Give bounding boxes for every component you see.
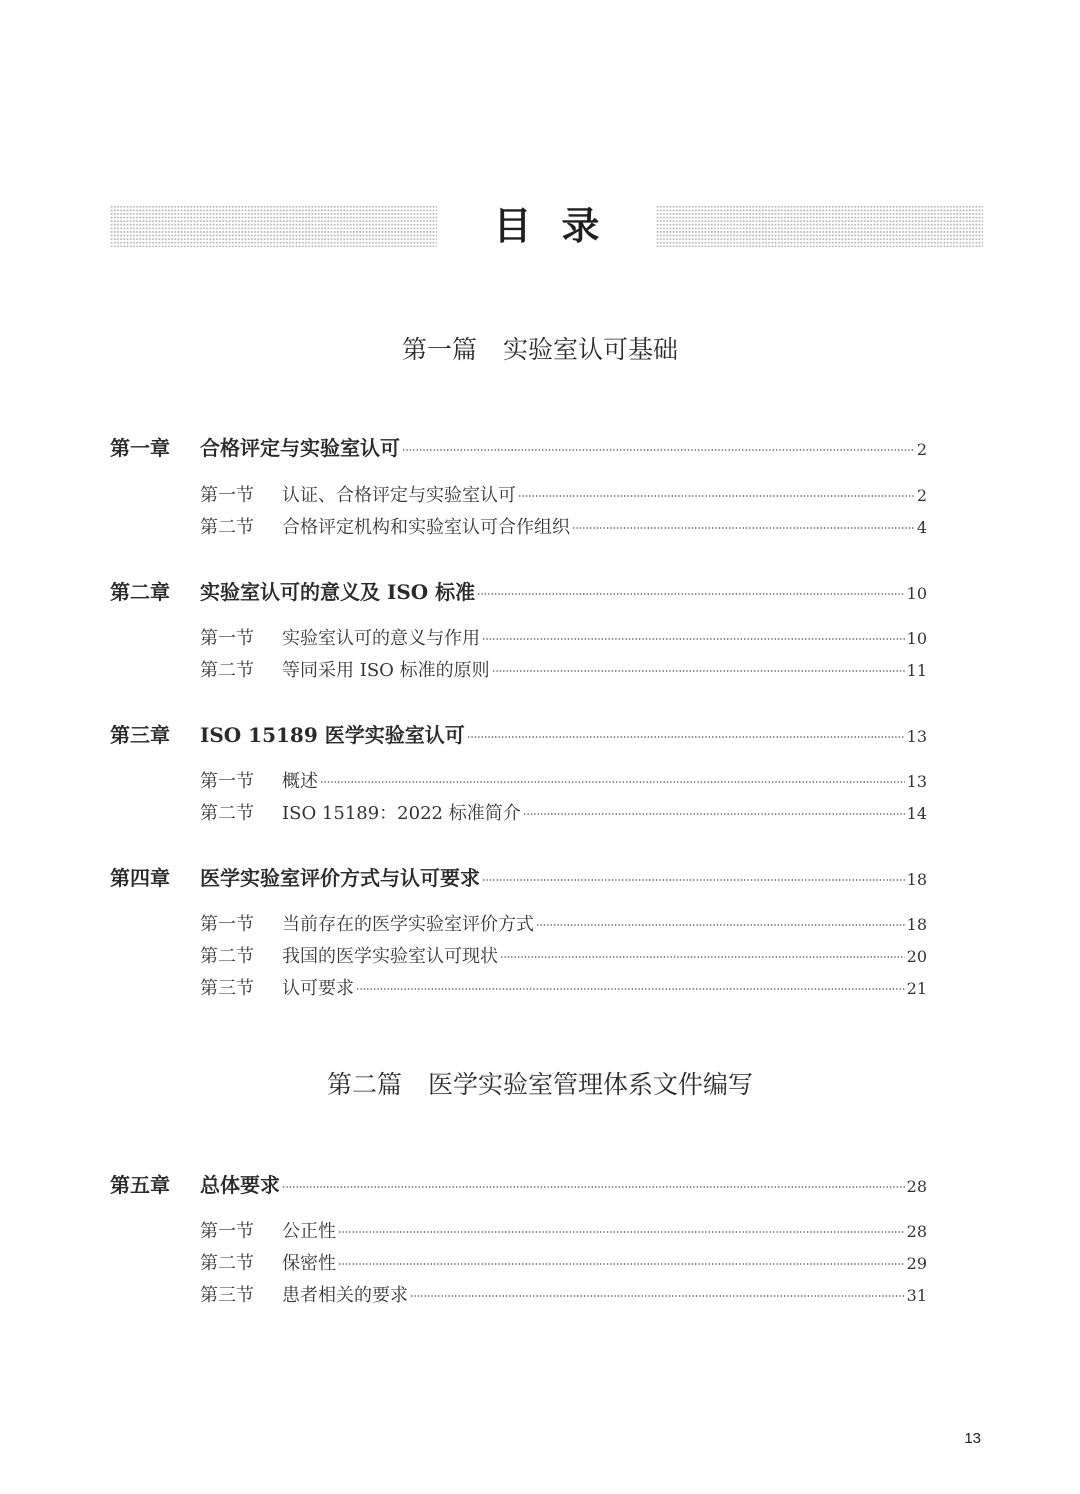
section-page: 31 (906, 1286, 927, 1305)
dot-leader (356, 988, 905, 990)
dot-leader (482, 638, 905, 640)
section-page: 10 (906, 629, 927, 648)
dot-leader (467, 736, 905, 738)
part-name: 实验室认可基础 (503, 335, 679, 364)
toc-title-band (110, 200, 983, 252)
toc-section-entry[interactable] (200, 624, 927, 650)
chapter-page: 13 (906, 727, 927, 746)
section-number: 第二节 (200, 660, 254, 681)
section-page: 2 (916, 486, 927, 505)
toc-section-entry[interactable] (200, 910, 927, 936)
section-page: 13 (906, 772, 927, 791)
section-page: 29 (906, 1254, 927, 1273)
dot-leader (282, 1186, 905, 1188)
toc-chapter-entry[interactable] (110, 576, 927, 605)
toc-section-entry[interactable] (200, 942, 927, 968)
section-page: 28 (906, 1222, 927, 1241)
section-page: 4 (916, 518, 927, 537)
toc-chapter-entry[interactable] (110, 1169, 927, 1198)
toc-section-entry[interactable] (200, 974, 927, 1000)
toc-section-entry[interactable] (200, 799, 927, 825)
section-number: 第二节 (200, 803, 254, 824)
toc-section-entry[interactable] (200, 1217, 927, 1243)
section-number: 第一节 (200, 485, 254, 506)
part-label: 第一篇 (401, 335, 477, 364)
dot-leader (338, 1231, 905, 1233)
part-name: 医学实验室管理体系文件编写 (428, 1070, 754, 1099)
chapter-page: 2 (916, 440, 927, 459)
dot-leader (410, 1295, 905, 1297)
toc-section-entry[interactable] (200, 656, 927, 682)
toc-chapter-entry[interactable] (110, 432, 927, 461)
chapter-title: 医学实验室评价方式与认可要求 (200, 866, 480, 890)
section-number: 第三节 (200, 978, 254, 999)
section-page: 20 (906, 947, 927, 966)
section-title: 公正性 (282, 1221, 336, 1242)
chapter-title: 合格评定与实验室认可 (200, 436, 400, 460)
section-title: ISO 15189：2022 标准简介 (282, 803, 521, 824)
toc-section-entry[interactable] (200, 513, 927, 539)
page-number: 13 (964, 1430, 981, 1447)
chapter-title: ISO 15189 医学实验室认可 (200, 723, 465, 747)
section-number: 第二节 (200, 946, 254, 967)
section-title: 实验室认可的意义与作用 (282, 628, 480, 649)
section-title: 认可要求 (282, 978, 354, 999)
section-title: 等同采用 ISO 标准的原则 (282, 660, 490, 681)
chapter-page: 28 (906, 1177, 927, 1196)
part-label: 第二篇 (326, 1070, 402, 1099)
dot-leader (492, 670, 905, 672)
section-title: 患者相关的要求 (282, 1285, 408, 1306)
toc-section-entry[interactable] (200, 767, 927, 793)
section-page: 21 (906, 979, 927, 998)
dot-leader (572, 527, 915, 529)
toc-section-entry[interactable] (200, 481, 927, 507)
dot-leader (500, 956, 905, 958)
section-title: 认证、合格评定与实验室认可 (282, 485, 516, 506)
section-number: 第二节 (200, 517, 254, 538)
part-heading (0, 1068, 1080, 1102)
section-page: 14 (906, 804, 927, 823)
dot-leader (338, 1263, 905, 1265)
dot-leader (320, 781, 905, 783)
dot-leader (536, 924, 905, 926)
chapter-number: 第四章 (110, 866, 170, 890)
section-page: 11 (906, 661, 927, 680)
section-number: 第二节 (200, 1253, 254, 1274)
section-number: 第一节 (200, 1221, 254, 1242)
toc-title: 目录 (493, 203, 630, 248)
section-title: 我国的医学实验室认可现状 (282, 946, 498, 967)
chapter-number: 第三章 (110, 723, 170, 747)
section-title: 合格评定机构和实验室认可合作组织 (282, 517, 570, 538)
chapter-title: 总体要求 (200, 1173, 280, 1197)
dot-leader (402, 449, 915, 451)
section-title: 概述 (282, 771, 318, 792)
section-number: 第一节 (200, 628, 254, 649)
dot-leader (482, 879, 905, 881)
toc-chapter-entry[interactable] (110, 719, 927, 748)
chapter-page: 10 (906, 584, 927, 603)
section-page: 18 (906, 915, 927, 934)
dot-leader (518, 495, 915, 497)
section-number: 第三节 (200, 1285, 254, 1306)
toc-section-entry[interactable] (200, 1249, 927, 1275)
chapter-number: 第五章 (110, 1173, 170, 1197)
chapter-page: 18 (906, 870, 927, 889)
chapter-number: 第一章 (110, 436, 170, 460)
dot-leader (477, 593, 904, 595)
chapter-title: 实验室认可的意义及 ISO 标准 (200, 580, 476, 604)
chapter-number: 第二章 (110, 580, 170, 604)
dot-leader (523, 813, 905, 815)
part-heading (0, 333, 1080, 367)
section-number: 第一节 (200, 914, 254, 935)
toc-chapter-entry[interactable] (110, 862, 927, 891)
toc-section-entry[interactable] (200, 1281, 927, 1307)
section-number: 第一节 (200, 771, 254, 792)
section-title: 当前存在的医学实验室评价方式 (282, 914, 534, 935)
section-title: 保密性 (282, 1253, 336, 1274)
